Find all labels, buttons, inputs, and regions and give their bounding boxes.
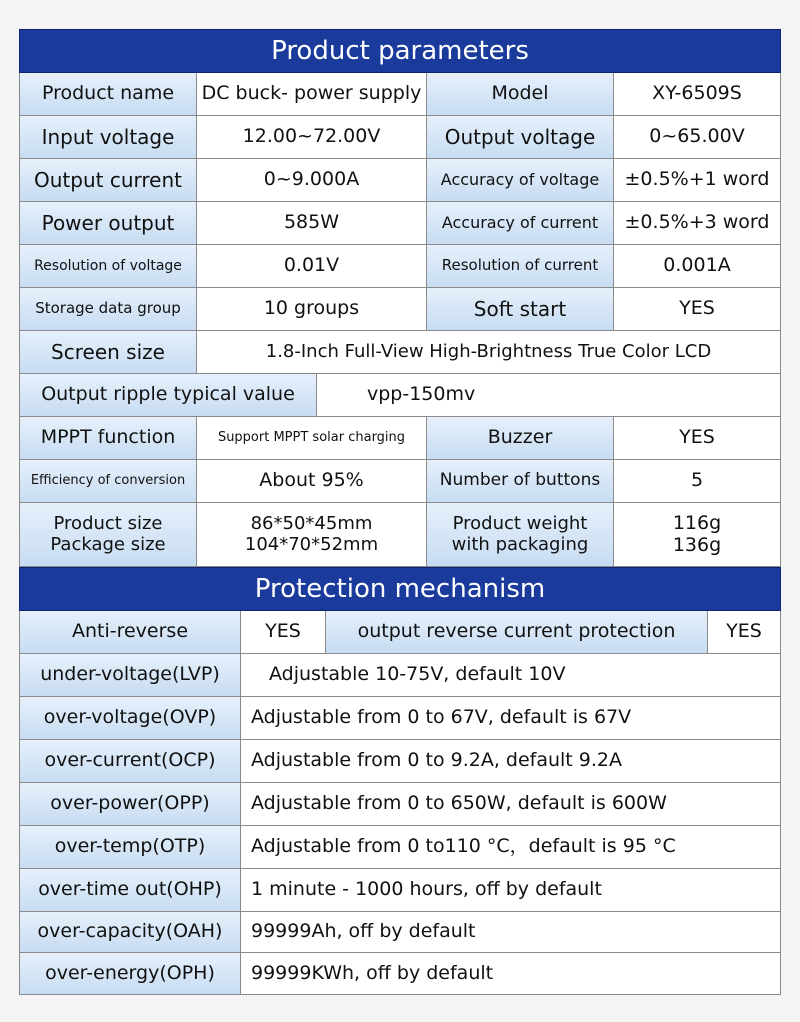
model-value: XY-6509S [614, 73, 781, 116]
output-current-label: Output current [19, 159, 197, 202]
packaging-weight-label: with packaging [451, 533, 589, 555]
opp-label: over-power(OPP) [19, 783, 241, 826]
opp-value: Adjustable from 0 to 650W, default is 600W [241, 783, 781, 826]
soft-start-value: YES [614, 288, 781, 331]
efficiency-label: Efficiency of conversion [19, 460, 197, 503]
protection-row [19, 783, 781, 826]
ovp-label: over-voltage(OVP) [19, 697, 241, 740]
accuracy-current-value: ±0.5%+3 word [614, 202, 781, 245]
resolution-current-label: Resolution of current [427, 245, 614, 288]
protection-row [19, 869, 781, 912]
storage-value: 10 groups [197, 288, 427, 331]
output-current-value: 0~9.000A [197, 159, 427, 202]
resolution-voltage-label: Resolution of voltage [19, 245, 197, 288]
otp-label: over-temp(OTP) [19, 826, 241, 869]
oph-label: over-energy(OPH) [19, 953, 241, 995]
weight-labels [427, 503, 614, 567]
power-output-value: 585W [197, 202, 427, 245]
model-label: Model [427, 73, 614, 116]
buzzer-value: YES [614, 417, 781, 460]
storage-label: Storage data group [19, 288, 197, 331]
input-voltage-label: Input voltage [19, 116, 197, 159]
ohp-value: 1 minute - 1000 hours, off by default [241, 869, 781, 912]
size-labels [19, 503, 197, 567]
anti-reverse-value: YES [241, 611, 326, 654]
lvp-value: Adjustable 10-75V, default 10V [241, 654, 781, 697]
screen-size-label: Screen size [19, 331, 197, 374]
package-size-label: Package size [50, 533, 166, 555]
spec-row [19, 503, 781, 567]
spec-row [19, 460, 781, 503]
efficiency-value: About 95% [197, 460, 427, 503]
reverse-current-value: YES [708, 611, 781, 654]
buttons-label: Number of buttons [427, 460, 614, 503]
mppt-label: MPPT function [19, 417, 197, 460]
spec-row [19, 288, 781, 331]
size-values [197, 503, 427, 567]
product-weight-label: Product weight [452, 512, 588, 534]
protection-row [19, 953, 781, 995]
product-parameters-title: Product parameters [19, 29, 781, 73]
resolution-voltage-value: 0.01V [197, 245, 427, 288]
buzzer-label: Buzzer [427, 417, 614, 460]
product-size-value: 86*50*45mm [250, 512, 373, 534]
spec-row [19, 159, 781, 202]
protection-row [19, 611, 781, 654]
product-size-label: Product size [53, 512, 163, 534]
ocp-value: Adjustable from 0 to 9.2A, default 9.2A [241, 740, 781, 783]
package-size-value: 104*70*52mm [244, 533, 379, 555]
spec-row [19, 417, 781, 460]
mppt-value: Support MPPT solar charging [197, 417, 427, 460]
spec-row [19, 331, 781, 374]
power-output-label: Power output [19, 202, 197, 245]
oah-label: over-capacity(OAH) [19, 912, 241, 953]
oah-value: 99999Ah, off by default [241, 912, 781, 953]
output-voltage-label: Output voltage [427, 116, 614, 159]
ocp-label: over-current(OCP) [19, 740, 241, 783]
accuracy-voltage-value: ±0.5%+1 word [614, 159, 781, 202]
soft-start-label: Soft start [427, 288, 614, 331]
product-weight-value: 116g [672, 511, 722, 534]
spec-row [19, 116, 781, 159]
input-voltage-value: 12.00~72.00V [197, 116, 427, 159]
oph-value: 99999KWh, off by default [241, 953, 781, 995]
buttons-value: 5 [614, 460, 781, 503]
protection-row [19, 912, 781, 953]
protection-row [19, 654, 781, 697]
ovp-value: Adjustable from 0 to 67V, default is 67V [241, 697, 781, 740]
spec-row [19, 245, 781, 288]
protection-row [19, 740, 781, 783]
product-name-label: Product name [19, 73, 197, 116]
output-voltage-value: 0~65.00V [614, 116, 781, 159]
packaging-weight-value: 136g [672, 533, 722, 556]
lvp-label: under-voltage(LVP) [19, 654, 241, 697]
reverse-current-label: output reverse current protection [326, 611, 708, 654]
ripple-label: Output ripple typical value [19, 374, 317, 417]
resolution-current-value: 0.001A [614, 245, 781, 288]
ripple-value: vpp-150mv [317, 374, 781, 417]
weight-values [614, 503, 781, 567]
accuracy-voltage-label: Accuracy of voltage [427, 159, 614, 202]
spec-row [19, 202, 781, 245]
otp-value: Adjustable from 0 to110 °C，default is 95 °C [241, 826, 781, 869]
anti-reverse-label: Anti-reverse [19, 611, 241, 654]
protection-row [19, 697, 781, 740]
spec-row [19, 73, 781, 116]
protection-row [19, 826, 781, 869]
product-name-value: DC buck- power supply [197, 73, 427, 116]
ohp-label: over-time out(OHP) [19, 869, 241, 912]
accuracy-current-label: Accuracy of current [427, 202, 614, 245]
spec-row [19, 374, 781, 417]
protection-mechanism-title: Protection mechanism [19, 567, 781, 611]
screen-size-value: 1.8-Inch Full-View High-Brightness True Color LCD [197, 331, 781, 374]
